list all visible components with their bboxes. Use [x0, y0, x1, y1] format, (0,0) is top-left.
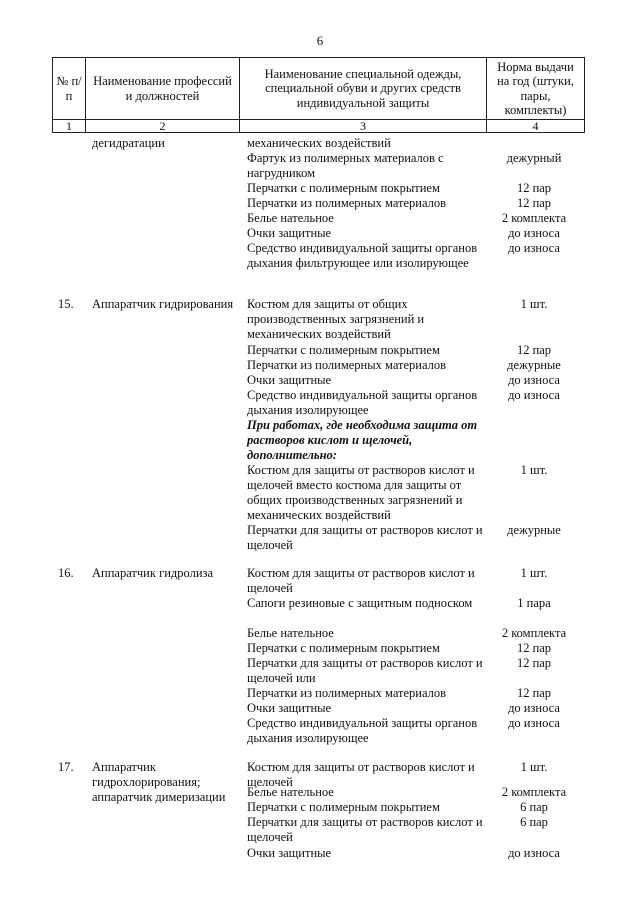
norm-value: до износа [508, 846, 560, 860]
norm-value: 1 шт. [520, 760, 548, 774]
equipment-item: Костюм для защиты от растворов кислот и щелочей [247, 566, 475, 595]
equipment-item: Перчатки для защиты от растворов кислот и щелочей [247, 815, 483, 844]
row-number: 17. [58, 760, 74, 774]
equipment-item: Средство индивидуальной защиты органов дыхания изолирующее [247, 716, 478, 745]
norm-value: 6 пар [520, 815, 548, 829]
norm-value: 1 шт. [520, 463, 548, 477]
equipment-item: Перчатки с полимерным покрытием [247, 641, 440, 655]
norm-value: до износа [508, 226, 560, 240]
profession-name: Аппаратчик гидрирования [92, 297, 234, 311]
norm-value: 1 шт. [520, 566, 548, 580]
equipment-item: Очки защитные [247, 373, 332, 387]
norm-value: до износа [508, 701, 560, 715]
norm-value: до износа [508, 241, 560, 255]
equipment-item: Костюм для защиты от растворов кислот и щелочей [247, 760, 475, 789]
norm-value: до износа [508, 716, 560, 730]
profession-name: Аппаратчик гидрохлорирования; аппаратчик димеризации [92, 760, 226, 804]
norm-value: дежурные [507, 523, 561, 537]
equipment-item: Перчатки с полимерным покрытием [247, 343, 440, 357]
header-profession-column: Наименование профессий и должностей [86, 58, 240, 120]
conditional-note: При работах, где необходима защита от растворов кислот и щелочей, дополнительно: [247, 418, 478, 462]
row-number: 16. [58, 566, 74, 580]
equipment-item: Костюм для защиты от общих производственных загрязнений и механических воздействий [247, 297, 425, 341]
norm-value: 12 пар [516, 656, 552, 670]
profession-name: Аппаратчик гидролиза [92, 566, 213, 580]
norm-value: 12 пар [516, 181, 552, 195]
equipment-item: Перчатки для защиты от растворов кислот и щелочей [247, 523, 483, 552]
header-column-index-1: 1 [53, 120, 86, 133]
equipment-item: Перчатки с полимерным покрытием [247, 181, 440, 195]
norm-value: до износа [508, 388, 560, 402]
equipment-item: Белье нательное [247, 626, 334, 640]
equipment-item: Очки защитные [247, 846, 332, 860]
norm-value: дежурный [506, 151, 562, 165]
equipment-item: Костюм для защиты от растворов кислот и щелочей вместо костюма для защиты от общих производственных загрязнений и механических воздействий [247, 463, 475, 522]
norm-value: дежурные [507, 358, 561, 372]
header-number-column: № п/п [53, 58, 86, 120]
norm-value: 12 пар [516, 196, 552, 210]
equipment-item: Белье нательное [247, 785, 334, 799]
equipment-item: Перчатки с полимерным покрытием [247, 800, 440, 814]
norm-value: 1 пара [517, 596, 551, 610]
page-number: 6 [316, 33, 324, 48]
equipment-item: Очки защитные [247, 701, 332, 715]
norm-value: 12 пар [516, 343, 552, 357]
equipment-item: Средство индивидуальной защиты органов дыхания фильтрующее или изолирующее [247, 241, 478, 270]
header-norm-column: Норма выдачи на год (штуки, пары, комплекты) [487, 58, 585, 120]
equipment-item: Перчатки из полимерных материалов [247, 686, 447, 700]
equipment-item: механических воздействий [247, 136, 391, 150]
equipment-item: Белье нательное [247, 211, 334, 225]
norm-value: 6 пар [520, 800, 548, 814]
row-number: 15. [58, 297, 74, 311]
equipment-item: Средство индивидуальной защиты органов дыхания изолирующее [247, 388, 478, 417]
equipment-item: Перчатки для защиты от растворов кислот и щелочей или [247, 656, 483, 685]
header-column-index-4: 4 [487, 120, 585, 133]
norm-value: 2 комплекта [501, 785, 567, 799]
norm-value: 1 шт. [520, 297, 548, 311]
equipment-item: Сапоги резиновые с защитным подноском [247, 596, 473, 610]
norm-value: 12 пар [516, 686, 552, 700]
equipment-item: Фартук из полимерных материалов с нагрудником [247, 151, 444, 180]
norm-value: до износа [508, 373, 560, 387]
norm-value: 12 пар [516, 641, 552, 655]
equipment-item: Очки защитные [247, 226, 332, 240]
table-header [52, 57, 584, 133]
header-column-index-2: 2 [86, 120, 240, 133]
equipment-item: Перчатки из полимерных материалов [247, 358, 447, 372]
equipment-item: Перчатки из полимерных материалов [247, 196, 447, 210]
header-equipment-column: Наименование специальной одежды, специальной обуви и других средств индивидуальной защиты [240, 58, 487, 120]
profession-name: дегидратации [92, 136, 165, 150]
header-column-index-3: 3 [240, 120, 487, 133]
norm-value: 2 комплекта [501, 626, 567, 640]
norm-value: 2 комплекта [501, 211, 567, 225]
